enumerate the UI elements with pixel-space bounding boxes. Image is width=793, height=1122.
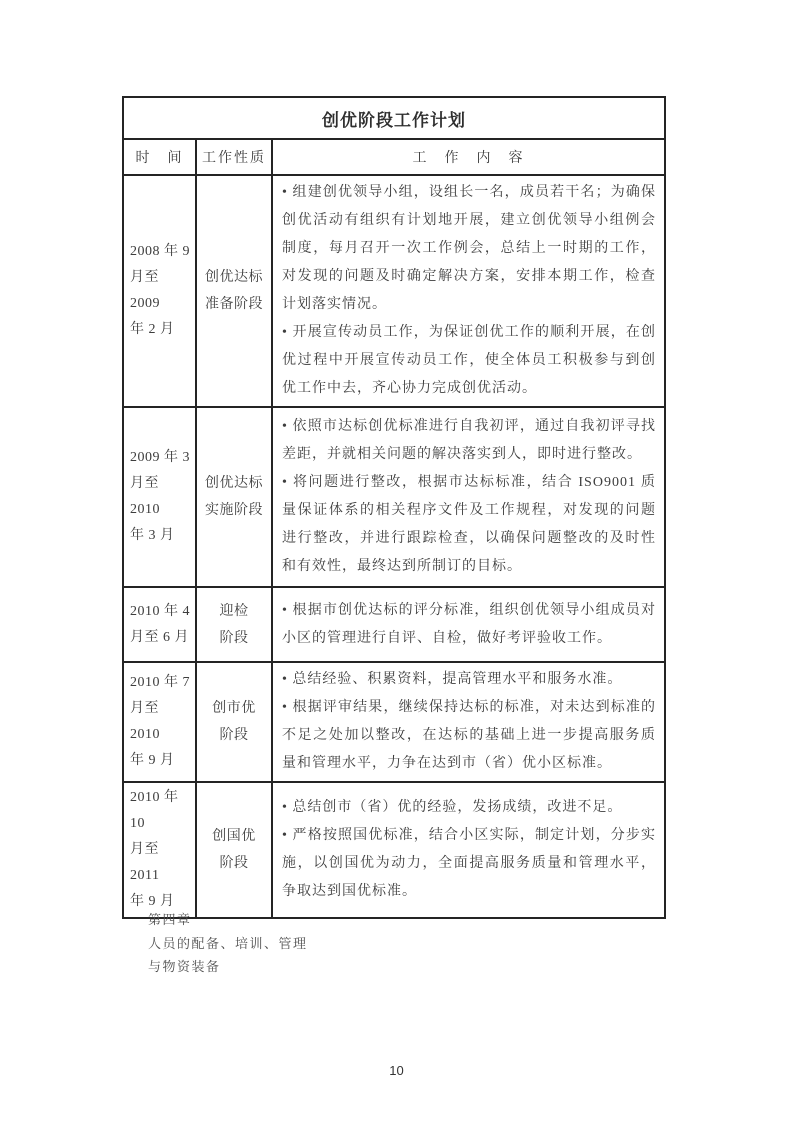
header-nature: 工作性质: [196, 139, 272, 175]
nature-cell: [196, 587, 272, 662]
nature-line: 阶段: [219, 728, 249, 743]
time-line: 月至 2010: [130, 701, 160, 742]
time-line: 2010 年 10: [130, 790, 179, 831]
time-line: 月至 2010: [130, 476, 160, 517]
nature-cell: [196, 407, 272, 587]
table-title: 创优阶段工作计划: [123, 97, 665, 139]
time-line: 2010 年 7: [130, 675, 190, 690]
header-time: 时 间: [123, 139, 196, 175]
time-cell: [123, 587, 196, 662]
chapter-footnote: [148, 908, 308, 979]
time-line: 年 3 月: [130, 528, 175, 543]
table-row: [123, 782, 665, 918]
nature-line: 创市优: [212, 701, 256, 716]
time-line: 月至 2009: [130, 270, 160, 311]
nature-line: 创优达标: [205, 270, 263, 285]
content-item: • 开展宣传动员工作，为保证创优工作的顺利开展，在创优过程中开展宣传动员工作，使全体员工积极参与到创优工作中去，齐心协力完成创优活动。: [282, 325, 657, 396]
content-cell: [272, 587, 665, 662]
time-line: 年 2 月: [130, 322, 175, 337]
chapter-heading: 第四章: [148, 912, 192, 927]
nature-line: 准备阶段: [205, 297, 263, 312]
nature-line: 阶段: [219, 630, 249, 646]
content-item: • 总结创市（省）优的经验，发扬成绩，改进不足。: [282, 800, 623, 815]
nature-line: 实施阶段: [205, 503, 263, 518]
content-item: • 根据市创优达标的评分标准，组织创优领导小组成员对小区的管理进行自评、自检，做好考评验收工作。: [282, 602, 657, 646]
page-number: 10: [389, 1063, 404, 1078]
content-item: • 将问题进行整改，根据市达标标准，结合 ISO9001 质量保证体系的相关程序文件及工作规程，对发现的问题进行整改，并进行跟踪检查，以确保问题整改的及时性和有效性，最终达到所制订的目标。: [282, 475, 657, 574]
content-item: • 总结经验、积累资料，提高管理水平和服务水准。: [282, 672, 623, 687]
content-cell: [272, 175, 665, 407]
table-row: [123, 407, 665, 587]
nature-line: 迎检: [219, 603, 249, 619]
table-row: [123, 175, 665, 407]
time-cell: [123, 175, 196, 407]
header-content: 工 作 内 容: [272, 139, 665, 175]
table-row: [123, 662, 665, 782]
content-item: • 严格按照国优标准，结合小区实际，制定计划，分步实施，以创国优为动力，全面提高服务质量和管理水平，争取达到国优标准。: [282, 828, 657, 899]
time-line: 年 9 月: [130, 894, 175, 909]
table-title-row: [123, 97, 665, 139]
chapter-subtitle-line: 与物资装备: [148, 959, 221, 974]
table-header-row: [123, 139, 665, 175]
nature-line: 创优达标: [205, 476, 263, 491]
time-cell: [123, 782, 196, 918]
content-cell: [272, 662, 665, 782]
content-cell: [272, 407, 665, 587]
time-line: 年 9 月: [130, 753, 175, 768]
content-item: • 根据评审结果，继续保持达标的标准，对未达到标准的不足之处加以整改，在达标的基础上进一步提高服务质量和管理水平，力争在达到市（省）优小区标准。: [282, 700, 657, 771]
time-line: 2009 年 3: [130, 450, 190, 465]
nature-cell: [196, 175, 272, 407]
nature-line: 创国优: [212, 829, 256, 844]
table-body: [123, 175, 665, 918]
nature-cell: [196, 662, 272, 782]
time-cell: [123, 407, 196, 587]
chapter-subtitle-line: 人员的配备、培训、管理: [148, 935, 308, 951]
time-line: 月至 6 月: [130, 629, 189, 645]
table-row: [123, 587, 665, 662]
time-cell: [123, 662, 196, 782]
nature-line: 阶段: [219, 856, 249, 871]
time-line: 2008 年 9: [130, 244, 190, 259]
content-item: • 依照市达标创优标准进行自我初评，通过自我初评寻找差距，并就相关问题的解决落实到人，即时进行整改。: [282, 419, 657, 462]
content-cell: [272, 782, 665, 918]
work-plan-table: [122, 96, 666, 919]
time-line: 月至 2011: [130, 842, 160, 883]
time-line: 2010 年 4: [130, 603, 190, 619]
content-item: • 组建创优领导小组，设组长一名，成员若干名；为确保创优活动有组织有计划地开展，建立创优领导小组例会制度，每月召开一次工作例会，总结上一时期的工作，对发现的问题及时确定解决方案，安排本期工作，检查计划落实情况。: [282, 185, 657, 312]
nature-cell: [196, 782, 272, 918]
